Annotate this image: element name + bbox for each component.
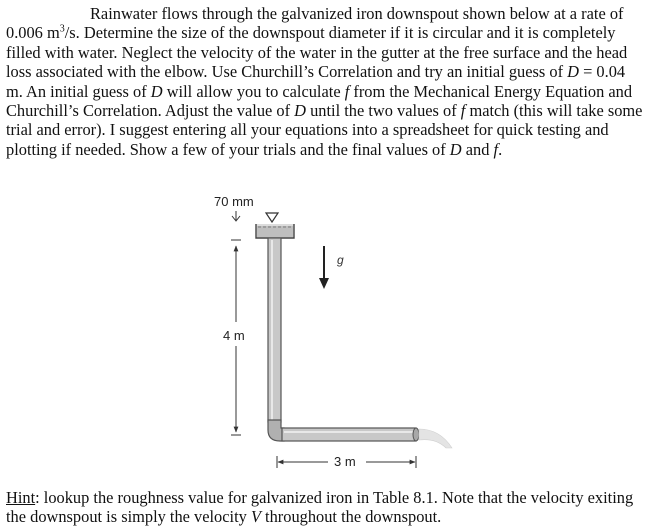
problem-line-6: Churchill’s Correlation. Adjust the value of D until the two values of f match (this will take some (6, 101, 643, 121)
vertical-pipe (268, 238, 281, 422)
downspout-figure (200, 186, 470, 476)
gutter (256, 224, 294, 238)
diameter-dimension-arrows (232, 211, 240, 221)
height-label: 4 m (223, 328, 245, 343)
problem-line-8: plotting if needed. Show a few of your trials and the final values of D and f. (6, 139, 503, 159)
hint-paragraph (6, 488, 658, 526)
problem-line-4: loss associated with the elbow. Use Churchill’s Correlation and try an initial guess of D = 0.04 (6, 62, 626, 82)
water-jet (419, 429, 452, 448)
free-surface-symbol (266, 213, 278, 222)
problem-line-3: filled with water. Neglect the velocity of the water in the gutter at the free surface and the head (6, 42, 628, 62)
horizontal-pipe (282, 428, 416, 441)
gravity-arrow (319, 246, 329, 289)
problem-line-5: m. An initial guess of D will allow you to calculate f from the Mechanical Energy Equation and (6, 81, 633, 101)
length-label: 3 m (334, 454, 356, 469)
downspout-diagram (200, 186, 470, 476)
pipe-outlet (413, 428, 419, 441)
hint-line-1: Hint: lookup the roughness value for galvanized iron in Table 8.1. Note that the velocity exiting (6, 488, 634, 507)
problem-line-2: 0.006 $m^3/s$. Determine the size of the downspout diameter if it is circular and it is completely (6, 23, 616, 43)
hint-label: Hint (6, 488, 36, 507)
problem-line-7: trial and error). I suggest entering all your equations into a spreadsheet for quick testing and (6, 120, 609, 140)
diameter-label: 70 mm (214, 194, 254, 209)
problem-statement (6, 4, 658, 159)
problem-line-1: Rainwater flows through the galvanized iron downspout shown below at a rate of (90, 4, 624, 23)
hint-line-2: the downspout is simply the velocity V throughout the downspout. (6, 507, 442, 526)
gravity-label: g (337, 253, 344, 267)
